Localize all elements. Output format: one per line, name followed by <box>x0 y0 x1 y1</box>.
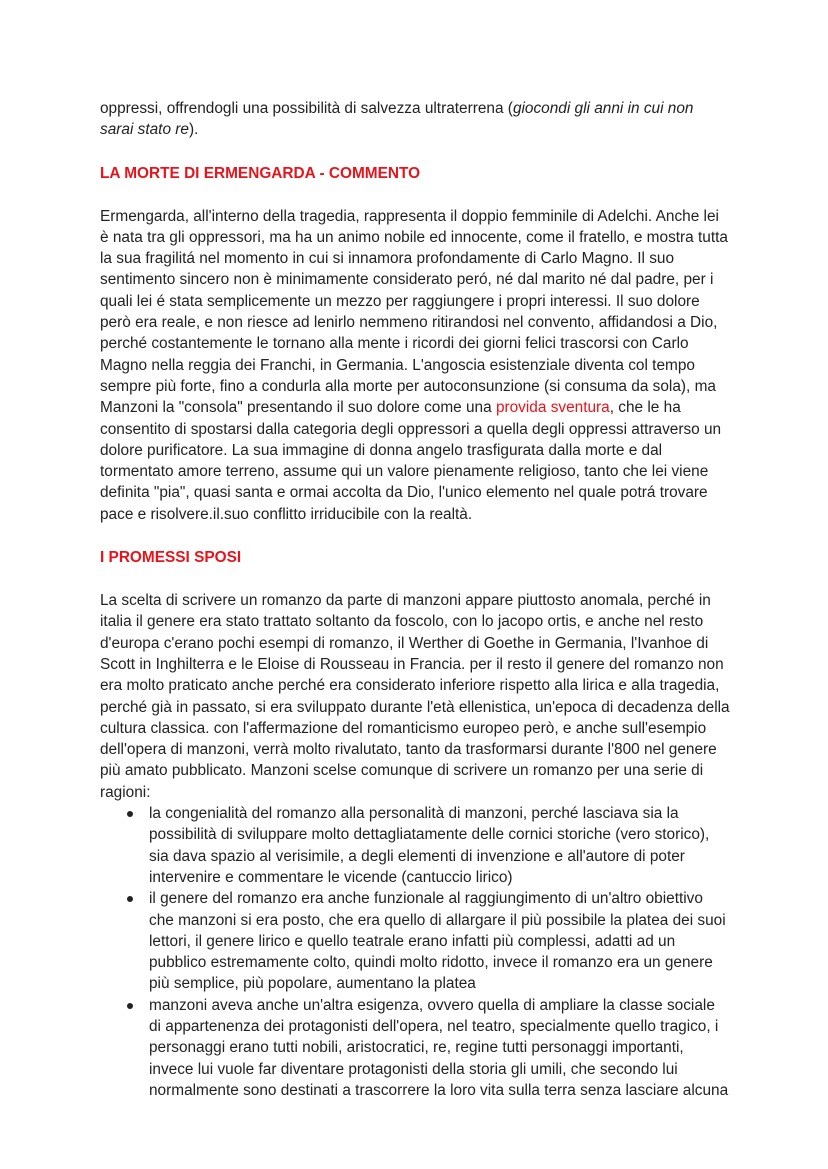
intro-paragraph <box>100 98 730 141</box>
highlighted-term: provida sventura <box>495 399 610 417</box>
section-heading-ermengarda: LA MORTE DI ERMENGARDA - COMMENTO <box>100 164 421 182</box>
reasons-list <box>100 803 730 1101</box>
list-item-text: manzoni aveva anche un'altra esigenza, ovvero quella di ampliare la classe sociale di appartenenza dei protagonisti dell'opera, nel teatro, specialmente quello tragico, i personaggi erano tutti nobili, aristocratici, re, regine tutti personaggi importanti, invece lui vuole far diventare protagonisti della storia gli umili, che secondo lui normalmente sono destinati a trascorrere la loro vita sulla terra senza lasciare alcuna <box>149 996 729 1099</box>
paragraph-text: Ermengarda, all'interno della tragedia, rappresenta il doppio femminile di Adelchi. Anche lei è nata tra gli oppressori, ma ha un animo nobile ed innocente, come il fratello, e mostra tutta la sua fragilitá nel momento in cui si innamora profondamente di Carlo Magno. Il suo sentimento sincero non è minimamente considerato peró, né dal marito né dal padre, per i quali lei é stata semplicemente un mezzo per raggiungere i propri interessi. Il suo dolore però era reale, e non riesce ad lenirlo nemmeno ritirandosi nel convento, affidandosi a Dio, perché costantemente le tornano alla mente i ricordi dei giorni felici trascorsi con Carlo Magno nella reggia dei Franchi, in Germania. L'angoscia esistenziale diventa col tempo sempre più forte, fino a condurla alla morte per autoconsunzione (si consuma da sola), ma Manzoni la "consola" presentando il suo dolore come una <box>100 207 728 417</box>
document-page <box>100 98 730 1101</box>
bullet-icon <box>127 1003 133 1009</box>
list-item-text: il genere del romanzo era anche funzionale al raggiungimento di un'altro obiettivo che manzoni si era posto, che era quello di allargare il più possibile la platea dei suoi lettori, il genere lirico e quello teatrale erano infatti più complessi, adatti ad un pubblico estremamente colto, quindi molto ridotto, invece il romanzo era un genere più semplice, più popolare, aumentano la platea <box>149 890 726 993</box>
italic-quote: giocondi gli anni in cui non sarai stato re <box>100 100 694 139</box>
paragraph-text-end: , che le ha consentito di spostarsi dalla categoria degli oppressori a quella degli oppressi attraverso un dolore purificatore. La sua immagine di donna angelo trasfigurata dalla morte e dal tormentato amore terreno, assume qui un valore pienamente religioso, tanto che lei viene definita "pia", quasi santa e ormai accolta da Dio, l'unico elemento nel quale potrá trovare pace e risolvere.il.suo conflitto irriducibile con la realtà. <box>100 399 722 523</box>
list-item <box>100 888 730 994</box>
intro-text: oppressi, offrendogli una possibilità di salvezza ultraterrena ( <box>100 100 513 117</box>
ermengarda-paragraph <box>100 206 730 525</box>
promessi-sposi-paragraph: La scelta di scrivere un romanzo da parte di manzoni appare piuttosto anomala, perché in italia il genere era stato trattato soltanto da foscolo, con lo jacopo ortis, e anche nel resto d'europa c'erano pochi esempi di romanzo, il Werther di Goethe in Germania, l'Ivanhoe di Scott in Inghilterra e le Eloise di Rousseau in Francia. per il resto il genere del romanzo non era molto praticato anche perché era considerato inferiore rispetto alla lirica e alla tragedia, perché già in passato, si era sviluppato durante l'età ellenistica, un'epoca di decadenza della cultura classica. con l'affermazione del romanticismo europeo però, e anche sull'esempio dell'opera di manzoni, verrà molto rivalutato, tanto da trasformarsi durante l'800 nel genere più amato pubblicato. Manzoni scelse comunque di scrivere un romanzo per una serie di ragioni: <box>100 592 730 801</box>
list-item-text: la congenialità del romanzo alla personalità di manzoni, perché lasciava sia la possibilità di sviluppare molto dettagliatamente delle cornici storiche (vero storico), sia dava spazio al verisimile, a degli elementi di invenzione e all'autore di poter intervenire e commentare le vicende (cantuccio lirico) <box>149 805 710 886</box>
intro-text-end: ). <box>188 121 199 139</box>
bullet-icon <box>127 896 133 902</box>
list-item <box>100 803 730 888</box>
bullet-icon <box>127 811 133 817</box>
section-heading-promessi-sposi: I PROMESSI SPOSI <box>100 549 242 567</box>
list-item <box>100 995 730 1101</box>
